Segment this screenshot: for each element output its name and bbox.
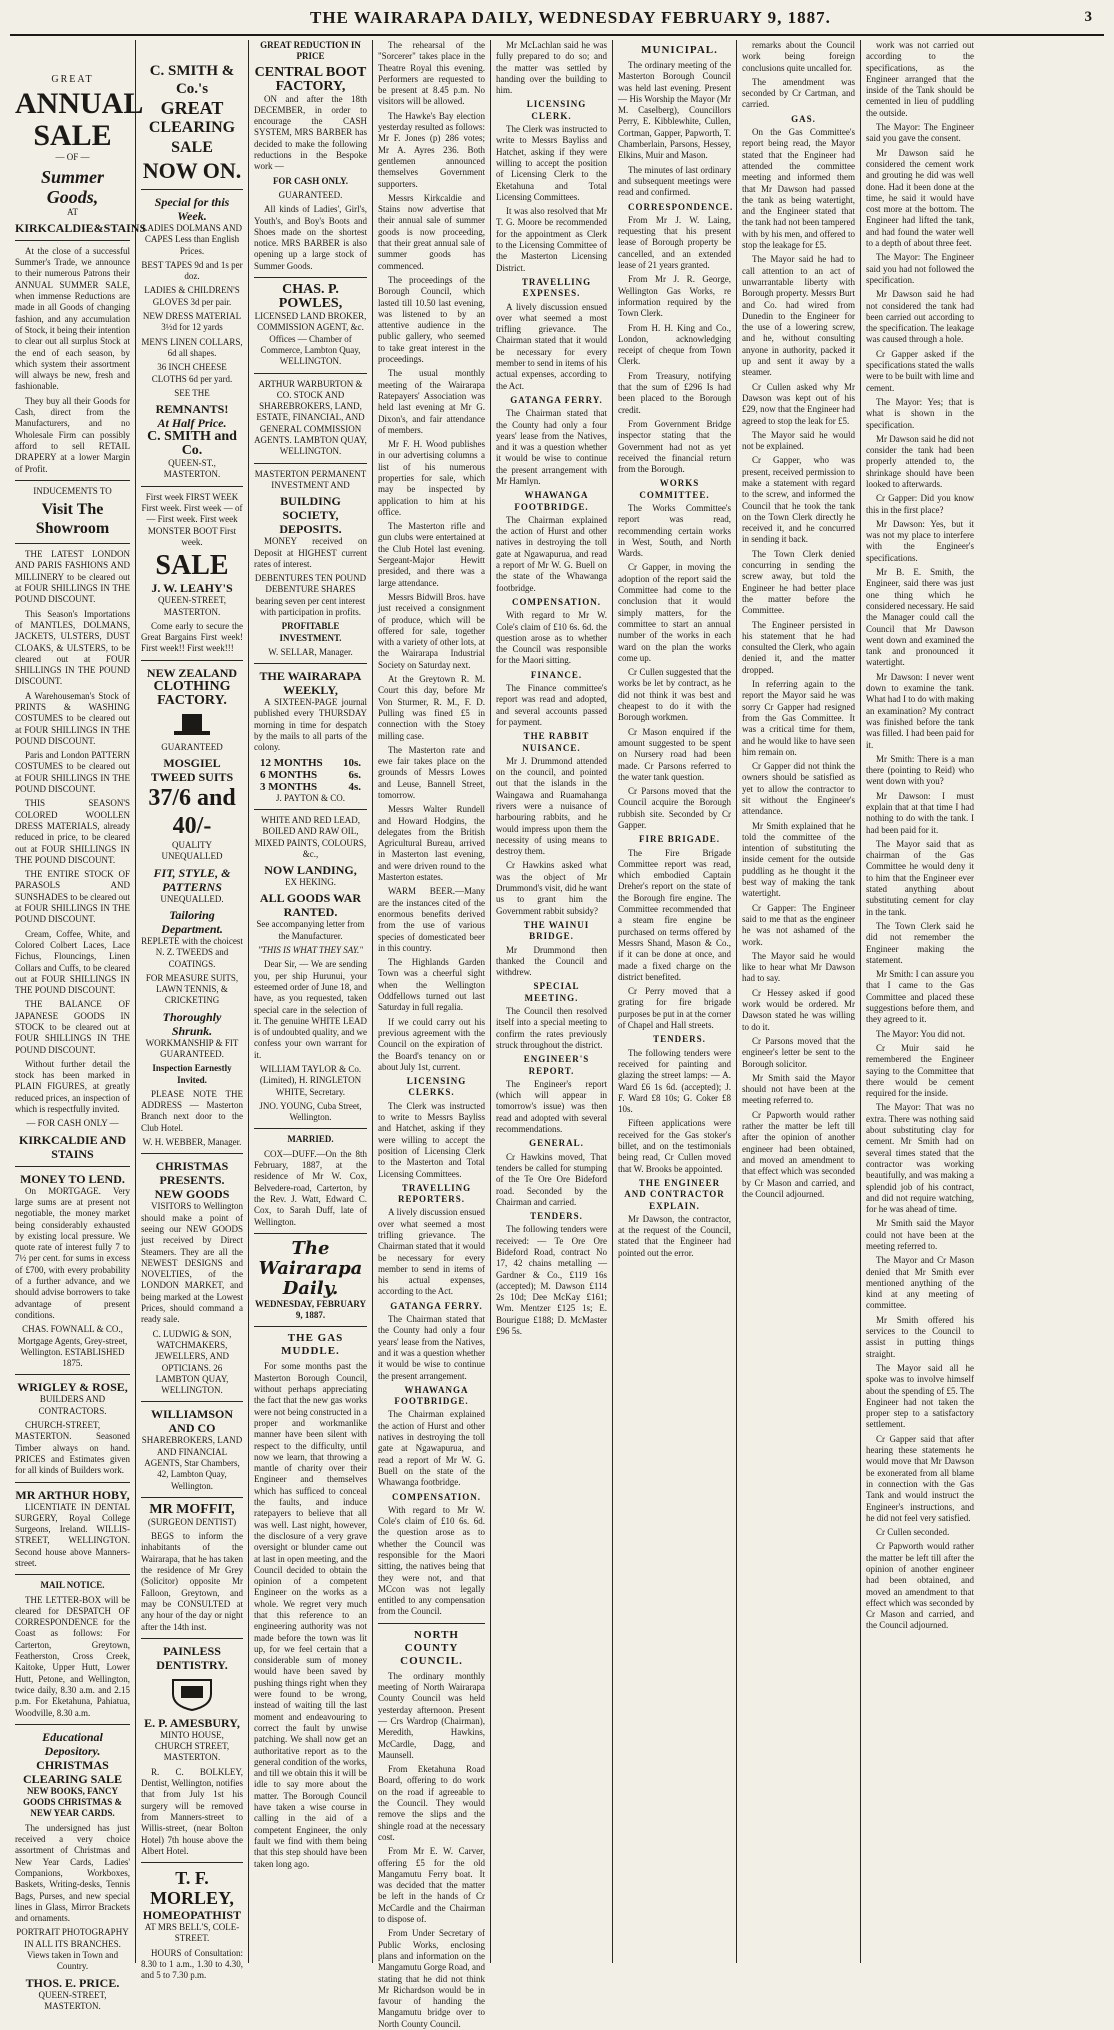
weekly-body: A SIXTEEN-PAGE journal published every THURSDAY morning in time for despatch by the mails to all parts of the colony. [254, 697, 367, 753]
section-heading: ENGINEER'S REPORT. [523, 1054, 590, 1076]
guaranteed-label: GUARANTEED. [278, 189, 343, 200]
section-heading: TRAVELLING REPORTERS. [398, 1182, 472, 1205]
news-item: The Works Committee's report was read, recommending certain works in West, South, and North Wards. [618, 502, 731, 559]
news-item: Mr Dawson: Yes, but it was not my place to interfere with the Engineer's specifications. [866, 518, 974, 563]
unequalled-label: UNEQUALLED. [160, 893, 224, 904]
news-item: The Finance committee's report was read and adopted, and several accounts passed for payment. [496, 683, 607, 727]
news-item: remarks about the Council work being foreign conclusions quite uncalled for. [742, 40, 855, 73]
factory-shield-icon [169, 1676, 215, 1712]
ludwig-sign: C. LUDWIG & SON, WATCHMAKERS, JEWELLERS, AND OPTICIANS. 26 LAMBTON QUAY, WELLINGTON. [152, 1328, 232, 1396]
price-heading: THOS. E. PRICE. [25, 1975, 120, 1990]
ex-ship: EX HEKING. [285, 877, 336, 888]
news-item: The Engineer persisted in his statement that he had consulted the Clerk, who again denied it, and the matter dropped. [742, 619, 855, 675]
subscription-price: 4s. [348, 780, 361, 793]
masthead [10, 4, 1104, 36]
leahy-body: Come early to secure the Great Bargains First week! First week!! First week!!! [141, 620, 243, 654]
news-item: Mr Dawson: I must explain that at that time I had nothing to do with the tank. I had been paid for it. [866, 790, 974, 835]
building-society-sign: W. SELLAR, Manager. [268, 646, 353, 657]
guaranteed-label: GUARANTEED [161, 741, 223, 752]
council-heading: NORTH COUNTY COUNCIL. [400, 1628, 463, 1667]
depot-body: The undersigned has just received a very choice assortment of Christmas and New Year Cards, Ladies' Companions, Workboxes, Baskets, Writing-desks, Tennis Bags, Purses, and new special lines in Glass, Mirror Brackets and ornaments. [15, 1822, 130, 1924]
news-item: The Masterton rate and ewe fair takes place on the grounds of Messrs Lowes and Leuse, Bannell Street, tomorrow. [378, 744, 485, 800]
news-item: Messrs Kirkcaldie and Stains now advertise that their annual sale of summer goods is now proceeding, that their great annual sale of summer goods has commenced. [378, 192, 485, 271]
news-item: WARM BEER.—Many are the instances cited of the enormous benefits derived from the use of various species of domesticated beer in this country. [378, 886, 485, 953]
news-item: Cr Parsons moved that the Council acquire the Borough rubbish site. Seconded by Cr Gapper. [618, 786, 731, 830]
special-item: LADIES DOLMANS AND CAPES Less than English Prices. [141, 223, 242, 256]
news-item: The rehearsal of the "Sorcerer" takes place in the Theatre Royal this evening. Performers are requested to be present at 8.45 p.m. No visitors will be allowed. [378, 40, 485, 107]
annual-sale-heading: ANNUAL SALE [15, 87, 144, 153]
column-6 [613, 40, 736, 1963]
news-item: Mr Dawson said he did not consider the tank had been properly attended to, the shrinkage should have been looked to afterwards. [866, 433, 974, 489]
testimonial-note: See accompanying letter from the Manufacturer. [256, 919, 365, 941]
presents-body: VISITORS to Wellington should make a point of seeing our NEW GOODS just received by Direct Steamers. They are all the NEWEST DESIGNS and NOVELTIES, of the LONDON MARKET, and being marked at the Lowest Prices, should command a ready sale. [141, 1201, 243, 1325]
young-sign: JNO. YOUNG, Cuba Street, Wellington. [259, 1100, 362, 1123]
news-item: The Mayor said he would like to hear what Mr Dawson had to say. [742, 950, 855, 984]
letter-sign: WILLIAM TAYLOR & Co. (Limited), H. RINGLETON WHITE, Secretary. [259, 1064, 362, 1097]
sale-item: THE ENTIRE STOCK OF PARASOLS AND SUNSHADES to be cleared out at FOUR SHILLINGS IN THE POUND DISCOUNT. [15, 869, 130, 925]
news-item: Mr Smith offered his services to the Council to assist in putting things straight. [866, 1314, 974, 1359]
news-item: Cr Perry moved that a grating for fire brigade purposes be put in at the corner of Chapel and Hall streets. [618, 986, 731, 1031]
column-5 [491, 40, 612, 1963]
news-item: It was also resolved that Mr T. G. Moore be recommended for the appointment as Clerk to the Licensing Committee of the Masterton Licensing District. [496, 206, 607, 273]
news-item: From Under Secretary of Public Works, enclosing plans and information on the Mangamutu Gorge Road, and stating that he did not think Mr Richardson would be in favour of handing the Mangamutu bridge over to North County Council. [378, 1928, 485, 2029]
great-label: GREAT [51, 74, 94, 85]
news-item: The Council then resolved itself into a special meeting to confirm the rates previously struck throughout the district. [496, 1006, 607, 1050]
section-heading: COMPENSATION. [391, 1491, 482, 1502]
news-item: From Mr J. W. Laing, requesting that his present lease of Borough property be cancelled, and an extended lease of 21 years granted. [618, 214, 731, 271]
bolkley-body: R. C. BOLKLEY, Dentist, Wellington, notifies that from July 1st his surgery will be removed from Manners-street to Willis-street, (near Bolton Hotel) 7th house above the Albert Hotel. [141, 1766, 243, 1856]
news-item: From Eketahuna Road Board, offering to do work on the road if agreeable to the Council. They would remove the slips and the shingle road at the necessary cost. [378, 1764, 485, 1842]
section-heading: WHAWANGA FOOTBRIDGE. [394, 1384, 469, 1407]
smith-address: QUEEN-ST., MASTERTON. [163, 458, 221, 480]
sale-item: A Warehouseman's Stock of PRINTS & WASHING COSTUMES to be cleared out at FOUR SHILLINGS IN THE POUND DISCOUNT. [15, 690, 130, 746]
building-society-prefix: MASTERTON PERMANENT INVESTMENT AND [254, 468, 367, 490]
news-item: Messrs Bidwill Bros. have just received a consignment of produce, which will be offered for sale, together with a variety of other lots, at the Wairarapa Industrial Society on Saturday next. [378, 591, 485, 670]
news-item: Mr Dawson, the contractor, at the request of the Council, stated that the Engineer had pointed out the error. [618, 1213, 731, 1258]
editorial-body: For some months past the Masterton Borough Council, without perhaps appreciating the fact that the new gas works were not being constructed in a proper and workmanlike manner have been silent with respect to the difficulty, until now we learn, that throwing a mantle of charity over their Engineer and themselves which has sufficed to conceal the faults, and induce ratepayers to believe that all was well. Last night, however, the disclosure of a very grave oversight or blunder came out at last in open meeting, and the Council decided to obtain the opinion of a competent Engineer on the works as a whole. We regret very much that this reference to an engineering authority was not made before the town was lit up, for we feel certain that a considerable sum of money would have been saved by pushing things right when they were found to be wrong, instead of waiting till the last moment and endeavouring to correct the fault by unwise patching. We shall now get an authoritative report as to the general condition of the works, and till we obtain this it will be idle to say more about the matter. The Borough Council have taken a wise course in calling in the aid of a competent Engineer, the only fault we find with them being that this step should have been taken long ago. [254, 1361, 367, 1869]
news-item: The amendment was seconded by Cr Cartman, and carried. [742, 76, 855, 110]
news-item: Cr Gapper said that after hearing these statements he would move that Mr Dawson be exonerated from all blame in connection with the Gas Tank and would instruct the Engineer's instructions, and he did not feel very satisfied. [866, 1433, 974, 1523]
tweeds-label: REPLETE with the choicest N. Z. TWEEDS and COATINGS. [141, 935, 243, 969]
news-item: Cr Gapper: Did you know this in the first place? [866, 493, 974, 515]
leahy-address: QUEEN-STREET, MASTERTON. [157, 595, 227, 617]
section-heading: TENDERS. [653, 1034, 706, 1045]
quality-label: QUALITY UNEQUALLED [161, 840, 223, 862]
news-item: Mr Dawson said he considered the cement work and grouting he did was well done. Had it been done at the time, he said it would have cost more at the bottom. The Engineer had lifted the tank, and had found the water well to a depth of about three feet. [866, 147, 974, 249]
municipal-heading: MUNICIPAL. [641, 44, 718, 56]
news-item: Mr Dawson said he had not considered the tank had been carried out according to the specification. The leakage was caused through a hole. [866, 289, 974, 345]
money-body: On MORTGAGE. Very large sums are at present not negotiable, the money market being considerably exhausted by existing local pressure. We quote rate of interest fully 7 to 7½ per cent. for sums in excess of £700, with every probability of a further advance, and we should advise borrowers to take advantage of present conditions. [15, 1185, 130, 1320]
news-item: The Mayor said he had to call attention to an act of unwarrantable liberty with Borough property. Messrs Burt and Co. had wired from Dunedin to the Engineer for the use of a lowering screw, and he, without consulting anyone in authority, packed it up and sent it away by a steamer. [742, 254, 855, 378]
column-8-text [866, 40, 974, 1632]
section-heading: LICENSING CLERKS. [406, 1076, 467, 1098]
nz-heading: NEW ZEALAND [146, 665, 238, 680]
clearing-sale-heading: CLEARING SALE [148, 119, 236, 156]
news-item: A lively discussion ensued over what seemed a most trifling grievance. The Chairman stated that it would be necessary for every member to send in items of his actual expenses, according to the Act. [496, 301, 607, 391]
news-item: The Mayor: The Engineer said you gave the consent. [866, 122, 974, 144]
boot-sale-heading: SALE [155, 550, 229, 582]
news-item: The proceedings of the Borough Council, which lasted till 10.50 last evening, was listened to by an attentive audience in the public gallery, who seemed to take great interest in the proceedings. [378, 274, 485, 365]
fit-heading: FIT, STYLE, & PATTERNS [153, 865, 231, 894]
weekly-heading: THE WAIRARAPA WEEKLY, [259, 669, 362, 698]
showroom-heading: Visit The Showroom [35, 501, 110, 538]
suiting-label: FOR MEASURE SUITS, LAWN TENNIS, & CRICKETING [145, 972, 239, 1006]
news-item: Mr F. H. Wood publishes in our advertising columns a list of his numerous properties for sale, which may be inspected by application to him at his office. [378, 439, 485, 517]
wrigley-sub: BUILDERS AND CONTRACTORS. [38, 1394, 107, 1416]
news-item: With regard to Mr W. Cole's claim of £10 6s. 6d. the question arose as to whether the Council was responsible for the Maori sitting, the natives being that they were not, and that MCcon was not legally entitled to any compensation from the Council. [378, 1504, 485, 1617]
news-item: The following tenders were received for painting and glazing the street lamps: — A. Ward £6 1s 6d. (accepted); J. F. Ward £8 10s; G. Coker £8 10s. [618, 1047, 731, 1115]
section-heading: GATANGA FERRY. [390, 1300, 483, 1311]
column-2 [136, 40, 248, 1981]
section-heading: SPECIAL MEETING. [524, 981, 580, 1003]
page-number: 3 [1084, 9, 1092, 25]
sale-item: THIS SEASON'S COLORED WOOLLEN DRESS MATERIALS, already reduced in price, to be cleared out at FOUR SHILLINGS IN THE POUND DISCOUNT. [15, 798, 130, 865]
mail-body: THE LETTER-BOX will be cleared for DESPATCH OF CORRESPONDENCE for the Coast as follows: For Carterton, Greytown, Featherston, Cross Creek, Kaitoke, Upper Hutt, Lower Hutt, Petone, and Wellington, twice daily, 8.30 a.m. and 2.15 p.m. For Eketahuna, Pahiatua, Woodville, 8.30 a.m. [15, 1594, 130, 1718]
news-item: The usual monthly meeting of the Wairarapa Ratepayers' Association was held last evening at Mr G. Dixon's, and fair attendance of members. [378, 368, 485, 435]
news-item: Mr Smith explained that he told the committee of the intention of substituting the inside cement for the outside puddling as he thought it the best way of making the tank watertight. [742, 820, 855, 899]
news-item: Cr Hessey asked if good work would be ordered. Mr Dawson stated he was willing to do it. [742, 987, 855, 1032]
news-item: The Fire Brigade Committee report was read, which embodied Captain Dreher's report on the state of the Borough fire engine. The Committee recommended that a steam fire engine be purchased on terms offered by Messrs Shand, Mason & Co., if it can be done at once, and made a fixed charge on the district benefited. [618, 847, 731, 982]
christmas-sale: CHRISTMAS CLEARING SALE [22, 1757, 123, 1786]
letter-body: Dear Sir, — We are sending you, per ship Hurunui, your esteemed order of June 18, and have, as you requested, taken special care in the selection of it. The genuine WHITE LEAD is of undoubted quality, and we confess your own warrant for it. [254, 959, 367, 1060]
news-item: From Mr E. W. Carver, offering £5 for the old Mangamutu Ferry boat. It was decided that the matter be left in the hands of Cr McCardle and the Chairman to dispose of. [378, 1846, 485, 1925]
section-heading: THE RABBIT NUISANCE. [522, 731, 590, 753]
news-item: With regard to Mr W. Cole's claim of £10 6s. 6d. the question arose as to whether the Council was responsible for the Maori sitting. [496, 610, 607, 666]
investment-label: PROFITABLE INVESTMENT. [279, 621, 342, 643]
williamson-heading: WILLIAMSON AND CO [150, 1407, 233, 1436]
column-7 [737, 40, 860, 1963]
news-item: The Chairman explained the action of Hurst and other natives in destroying the toll gate at Ngawapurua, and read a report of Mr W. G. Buell on the state of the Whawanga footbridge. [378, 1409, 485, 1488]
news-item: The ordinary monthly meeting of North Wairarapa County Council was held yesterday afternoon. Present — Crs Wardrop (Chairman), Meredith, Hawkins, McCardle, Dagg, and Maunsell. [378, 1670, 485, 1760]
section-heading: LICENSING CLERK. [526, 99, 587, 121]
section-heading: THE ENGINEER AND CONTRACTOR EXPLAIN. [624, 1177, 725, 1211]
news-item: The minutes of last ordinary and subsequent meetings were read and confirmed. [618, 164, 731, 198]
news-item: The Clerk was instructed to write to Messrs Bayliss and Hatchet, asking if they were willing to accept the position of Licensing Clerk to the Eketahuna and Total Licensing Committees. [496, 124, 607, 202]
married-heading: MARRIED. [287, 1134, 334, 1145]
sale-item: This Season's Importations of MANTLES, DOLMANS, JACKETS, ULSTERS, DUST CLOAKS, & ULSTERS, to be cleared out at FOUR SHILLINGS IN THE POUND DISCOUNT. [15, 608, 130, 687]
painless-heading: PAINLESS DENTISTRY. [156, 1643, 228, 1672]
news-item: The Highlands Garden Town was a cheerful sight when the Wellington Oddfellows turned out last Saturday in full regalia. [378, 957, 485, 1013]
tailoring-heading: Tailoring Department. [161, 907, 223, 936]
masthead-title: THE WAIRARAPA DAILY, WEDNESDAY FEBRUARY 9, 1887. [310, 8, 831, 27]
mail-heading: MAIL NOTICE. [40, 1580, 105, 1591]
section-heading: CORRESPONDENCE. [628, 201, 734, 212]
moffit-sub: (SURGEON DENTIST) [147, 1516, 237, 1527]
powles-body: LICENSED LAND BROKER, COMMISSION AGENT, &c. Offices — Chamber of Commerce, Lambton Quay, WELLINGTON. [254, 311, 367, 367]
sale-item: Cream, Coffee, White, and Colored Colbert Laces, Lace Fichus, Flouncings, Linen Collars and Cuffs, to be cleared out at FOUR SHILLINGS IN THE POUND DISCOUNT. [15, 928, 130, 996]
section-heading: THE WAINUI BRIDGE. [523, 919, 590, 942]
section-heading: GENERAL. [529, 1138, 584, 1149]
morley-sub: HOMEOPATHIST [142, 1908, 242, 1923]
news-item: The Mayor and Cr Mason denied that Mr Smith ever mentioned anything of the kind at any meeting of committee. [866, 1255, 974, 1311]
special-item: BEST TAPES 9d and 1s per doz. [141, 259, 243, 282]
section-heading: GAS. [791, 113, 816, 124]
editorial-heading: THE GAS MUDDLE. [281, 1332, 344, 1358]
news-item: Mr Smith: There is a man there (pointing to Reid) who went down with you? [866, 753, 974, 787]
now-on-heading: NOW ON. [142, 158, 242, 183]
building-society-body: MONEY received on Deposit at HIGHEST current rates of interest. [254, 536, 367, 569]
news-item: The Mayor: The Engineer said you had not followed the specification. [866, 252, 974, 285]
morley-heading: T. F. MORLEY, [150, 1868, 234, 1909]
workmanship-label: WORKMANSHIP & FIT GUARANTEED. [145, 1037, 239, 1059]
news-item: From Treasury, notifying that the sum of £296 Is had been placed to the Borough credit. [618, 370, 731, 415]
new-goods-heading: NEW GOODS [154, 1187, 230, 1202]
news-item: Cr Cullen asked why Mr Dawson was kept out of his £29, now that the Engineer had agreed to stop the leak for £5. [742, 381, 855, 426]
cash-only: — FOR CASH ONLY — [26, 1118, 119, 1129]
news-item: The Mayor: You did not. [876, 1028, 966, 1039]
subscription-price: 6s. [348, 768, 361, 781]
sale-intro: At the close of a successful Summer's Trade, we announce to their numerous Patrons their ANNUAL SUMMER SALE, when immense Reductions are made in all Goods of changing fashion, and any accumulation of Stock, it being their intention to clear out all surplus Stock at the end of each season, by which system their assortment will always be new, fresh and fashionable. [15, 245, 130, 392]
subscription-row [254, 781, 367, 793]
inducements-label: INDUCEMENTS TO [33, 485, 112, 496]
of-label: — OF — [55, 152, 90, 163]
issue-date: WEDNESDAY, FEBRUARY 9, 1887. [254, 1298, 367, 1321]
all-goods-heading: ALL GOODS WAR RANTED. [259, 891, 362, 920]
news-item: The Mayor said all he spoke was to involve himself about the spending of £5. The Engineer had not taken the proper step to a satisfactory settlement. [866, 1362, 974, 1430]
cash-only: FOR CASH ONLY. [272, 175, 349, 186]
news-item: Fifteen applications were received for the Gas stoker's billet, and on the testimonials being read, Cr Cullen moved that W. Brooks be appointed. [618, 1118, 731, 1174]
news-item: Cr Gapper asked if the specifications stated the walls were to be built with lime and cement. [866, 348, 974, 393]
wrigley-heading: WRIGLEY & ROSE, [17, 1380, 128, 1395]
suit-price: 37/6 and 40/- [148, 785, 236, 840]
wrigley-body: CHURCH-STREET, MASTERTON. Seasoned Timber always on hand. PRICES and Estimates given for all kinds of Builders work. [15, 1420, 130, 1476]
manager-sign: W. H. WEBBER, Manager. [142, 1137, 242, 1148]
news-item: Mr McLachlan said he was fully prepared to do so; and the matter was settled by handing over the building to him. [496, 40, 607, 96]
boot-body: ON and after the 18th DECEMBER, in order to encourage the CASH SYSTEM, MRS BARBER has decided to make the following reductions in the Bespoke work — [254, 93, 367, 172]
moffit-body: BEGS to inform the inhabitants of the Wairarapa, that he has taken the residence of Mr Grey (Solicitor) opposite Mr Falloon, Greytown, and may be CONSULTED at any hour of the day or night after the 14th inst. [141, 1531, 243, 1632]
news-item: Mr Dawson: I never went down to examine the tank. What had I to do with making an examination? My contract was finished before the tank was filled. I had been paid for it. [866, 671, 974, 750]
news-item: Mr Drummond then thanked the Council and withdrew. [496, 944, 607, 978]
news-item: Cr Hawkins moved, That tenders be called for stumping of the Te Ore Ore Bideford road. Seconded by the Chairman and carried. [496, 1151, 607, 1207]
hoby-heading: MR ARTHUR HOBY, [15, 1487, 130, 1502]
remnants-heading: REMNANTS! [155, 402, 229, 417]
news-item: Mr J. Drummond attended on the council, and pointed out that the islands in the Waingawa and Ruamahanga rivers were a nuisance of harbouring rabbits, and he would impress upon them the necessity of using means to destroy them. [496, 755, 607, 857]
week-lines: First week FIRST WEEK First week. First week — of — First week. First week MONSTER BOOT First week. [141, 491, 243, 547]
news-item: From H. H. King and Co., London, acknowledging receipt of cheque from Town Clerk. [618, 322, 731, 367]
news-item: In referring again to the report the Mayor said he was sorry Cr Gapper had resigned from the Gas Committee. It was a critical time for them, and he would like to have seen him remain on. [742, 679, 855, 757]
debentures-body: DEBENTURES TEN POUND DEBENTURE SHARES bearing seven per cent interest with participation in profits. [254, 573, 367, 617]
news-item: Cr Cullen suggested that the works be let by contract, as he did not think it was best and cheapest to do it with the Borough workmen. [618, 667, 731, 723]
firm-name: KIRKCALDIE&STAINS [15, 220, 147, 235]
news-item: Messrs Walter Rundell and Howard Hodgins, the delegates from the British Agricultural Bureau, arrived in Masterton last evening, and were driven round to the Masterton estates. [378, 804, 485, 883]
special-heading: Special for this Week. [154, 195, 230, 223]
hoby-body: LICENTIATE IN DENTAL SURGERY, Royal College Surgeons, Ireland. WILLIS-STREET, WELLINGTON. Second house above Manners-street. [15, 1501, 130, 1568]
married-body: COX—DUFF.—On the 8th February, 1887, at the residence of Mr W. Cox, Belvedere-road, Carterton, by the Rev. J. Watt, Edward C. Cox, to Sarah Duff, late of Wellington. [254, 1148, 367, 1227]
depot-sub: NEW BOOKS, FANCY GOODS CHRISTMAS & NEW YEAR CARDS. [22, 1785, 122, 1819]
news-item: Cr Papworth would rather the matter be left till after the opinion of another engineer had been obtained, and moved an amendment to that effect which was seconded by Cr Mason and carried, and the Council adjourned. [866, 1541, 974, 1631]
special-item: MEN'S LINEN COLLARS, 6d all shapes. [141, 336, 243, 358]
special-item: LADIES & CHILDREN'S GLOVES 3d per pair. [144, 285, 240, 307]
address-note: PLEASE NOTE THE ADDRESS — Masterton Branch next door to the Club Hotel. [141, 1088, 243, 1133]
leahy-heading: J. W. LEAHY'S [151, 581, 233, 596]
weekly-sign: J. PAYTON & CO. [276, 792, 345, 803]
see-label: SEE THE [174, 387, 210, 398]
news-item: The Masterton rifle and gun clubs were entertained at the Club Hotel last evening. Sergeant-Major Hewitt presided, and there was a large attendance. [378, 521, 485, 588]
column-3 [249, 40, 372, 1963]
news-item: The Engineer's report (which will appear in tomorrow's issue) was then read and adopted with several recommendations. [496, 1078, 607, 1135]
smith-firm: C. SMITH & Co.'s [149, 63, 235, 97]
sale-item: Paris and London PATTERN COSTUMES to be cleared out at FOUR SHILLINGS IN THE POUND DISCOUNT. [15, 750, 130, 795]
great-label: GREAT [160, 98, 224, 118]
news-item: If we could carry out his previous agreement with the Council on the expiration of the Board's tenancy on or about July 1st, current. [378, 1016, 485, 1072]
news-item: work was not carried out according to the specifications, as the Engineer arranged that the inside of the Tank should be cemented in lieu of puddling the outside. [866, 40, 974, 118]
top-hat-icon [172, 712, 212, 738]
boot-factory-heading: CENTRAL BOOT FACTORY, [254, 64, 367, 94]
news-item: Mr B. E. Smith, the Engineer, said there was just one thing which he considered necessary. He said the Manager could call the Council that Mr Dawson went down and examined the tank and pronounced it watertight. [866, 567, 974, 668]
moffit-heading: MR MOFFIT, [149, 1501, 235, 1517]
column-1 [10, 40, 147, 2011]
section-heading: GATANGA FERRY. [510, 394, 603, 405]
news-item: The Chairman stated that the County had only a four years' lease from the Natives, and it was a question whether it would be wise to continue the present arrangement with Mr Hamlyn. [496, 408, 607, 486]
reduction-heading: GREAT REDUCTION IN PRICE [260, 40, 361, 62]
money-heading: MONEY TO LEND. [20, 1171, 125, 1186]
building-society-heading: BUILDING SOCIETY, [280, 494, 341, 523]
news-item: From Government Bridge inspector stating that the Government had not as yet received the financial return from the Borough. [618, 418, 731, 475]
subscription-period: 6 MONTHS [260, 768, 318, 781]
news-item: Cr Hawkins asked what was the object of Mr Drummond's visit, did he want us to grant him the Government rabbit subsidy? [496, 860, 607, 916]
news-item: Cr Gapper: The Engineer said to me that as the engineer he was not ashamed of the work. [742, 902, 855, 947]
section-heading: WORKS COMMITTEE. [639, 478, 710, 500]
news-item: Cr Gapper did not think the owners should be satisfied as yet to allow the contractor to sit without the Engineer's attendance. [742, 761, 855, 817]
news-item: The Chairman stated that the County had only a four years' lease from the Natives, and it was a question whether it would be wise to continue the present arrangement. [378, 1314, 485, 1381]
special-item: NEW DRESS MATERIAL 3½d for 12 yards [142, 311, 242, 333]
inspection-label: Inspection Earnestly Invited. [152, 1063, 232, 1085]
news-item: The Chairman explained the action of Hurst and other natives in destroying the toll gate at Ngawapurua, and read a report of Mr W. G. Buell on the state of the Whawanga footbridge. [496, 514, 607, 593]
news-item: Cr Cullen seconded. [876, 1527, 950, 1538]
news-item: Cr Parsons moved that the engineer's letter be sent to the Borough solicitor. [742, 1035, 855, 1069]
column-8 [861, 40, 1104, 1963]
section-heading: FIRE BRIGADE. [638, 834, 720, 845]
sale-item: THE BALANCE OF JAPANESE GOODS IN STOCK to be cleared out at FOUR SHILLINGS IN THE POUND DISCOUNT. [15, 999, 130, 1055]
news-item: Mr Smith said the Mayor could not have been at the meeting referred to. [866, 1218, 974, 1251]
subscription-period: 12 MONTHS [260, 756, 323, 769]
photo-note: PORTRAIT PHOTOGRAPHY IN ALL ITS BRANCHES. Views taken in Town and Country. [16, 1927, 129, 1972]
news-item: From Mr J. R. George, Wellington Gas Works, re information required by the Town Clerk. [618, 274, 731, 319]
deposits-heading: DEPOSITS. [279, 522, 342, 537]
news-item: The Town Clerk said he did not remember the Engineer making the statement. [866, 920, 974, 965]
subscription-price: 10s. [342, 756, 361, 769]
news-item: The Mayor said he would not be explained. [742, 429, 855, 452]
subscription-row [254, 769, 367, 781]
money-sign: CHAS. FOWNALL & CO., Mortgage Agents, Grey-street, Wellington. ESTABLISHED 1875. [17, 1324, 128, 1369]
morley-hours: HOURS of Consultation: 8.30 to 1 a.m., 1.30 to 4.30, and 5 to 7.30 p.m. [141, 1947, 243, 1981]
section-heading: COMPENSATION. [511, 596, 602, 607]
subscription-row [254, 757, 367, 769]
sale-item: THE LATEST LONDON AND PARIS FASHIONS AND MILLINERY to be cleared out at FOUR SHILLINGS IN THE POUND DISCOUNT. [15, 549, 130, 605]
powles-heading: CHAS. P. POWLES, [278, 282, 343, 312]
sale-intro-2: They buy all their Goods for Cash, direct from the Manufacturers, and no Wholesale Firm can possibly afford to sell RETAIL DRAPERY at a lower Margin of Profit. [15, 395, 130, 474]
sale-closing: Without further detail the stock has been marked in PLAIN FIGURES, at greatly reduced prices, an inspection of which is respectfully invited. [15, 1058, 130, 1115]
section-heading: WHAWANGA FOOTBRIDGE. [514, 490, 589, 512]
news-item: Cr Muir said he remembered the Engineer saying to the Committee that there would be cement required for the inside. [866, 1042, 974, 1099]
warburton-body: ARTHUR WARBURTON & CO. STOCK AND SHAREBROKERS, LAND, ESTATE, FINANCIAL, AND GENERAL COMMISSION AGENTS. LAMBTON QUAY, WELLINGTON. [254, 378, 367, 457]
subscription-period: 3 MONTHS [260, 780, 318, 793]
news-item: Mr Smith said the Mayor should not have been at the meeting referred to. [742, 1072, 855, 1106]
news-item: Cr Papworth would rather rather the matter be left till after the opinion of another engineer had been obtained, and moved an amendment to that effect which was seconded by Cr Mason and carried, and the Council adjourned. [742, 1109, 855, 1199]
news-item: The Mayor said that as chairman of the Gas Committee he would deny it to him that the Engineer ever stated anything about substituting cement for clay in the tank. [866, 838, 974, 917]
column-4 [373, 40, 490, 2029]
news-item: The Clerk was instructed to write to Messrs Bayliss and Hatchet, asking if they were willing to accept the position of Licensing Clerk to the Masterton and Total Licensing Committees. [378, 1100, 485, 1179]
mosgiel-heading: MOSGIEL TWEED SUITS [150, 756, 234, 785]
section-heading: TENDERS. [530, 1211, 583, 1222]
news-item: The ordinary meeting of the Masterton Borough Council was held last evening. Present — His Worship the Mayor (Mr M. Caselberg), Councillors Perry, E. Kibblewhite, Cullen, Cortman, Gapper, Papworth, T. Chamberlain, Parsons, Hessey, Elkins, Muir and Mason. [618, 60, 731, 161]
price-address: QUEEN-STREET, MASTERTON. [38, 1989, 107, 2011]
clothing-factory: CLOTHING FACTORY. [153, 678, 231, 708]
news-item: Cr Mason enquired if the amount suggested to be spent on Nursery road had been made. Cr Parsons referred to the water tank question. [618, 726, 731, 782]
smith-firm-repeat: C. SMITH and Co. [147, 429, 237, 459]
news-item: At the Greytown R. M. Court this day, before Mr Von Sturmer, R. M., F. D. Pulling was fined £5 in connection with the Stoey milling case. [378, 674, 485, 741]
special-item: 36 INCH CHEESE CLOTHS 6d per yard. [151, 362, 233, 384]
paper-title: The Wairarapa Daily. [258, 1237, 363, 1299]
morley-address: AT MRS BELL'S, COLE-STREET. [144, 1922, 240, 1944]
amesbury-heading: E. P. AMESBURY, [144, 1715, 240, 1730]
news-item: A lively discussion ensued over what seemed a most trifling grievance. The Chairman stated that it would be necessary for every member to send in items of his actual expenses, according to the Act. [378, 1207, 485, 1297]
at-label: AT [67, 206, 78, 217]
news-item: Cr Gapper, in moving the adoption of the report said the Committee had come to the conclusion that it would simply matters, for the committee to start an annual number of the works in each ward on the plan the works come up. [618, 562, 731, 663]
williamson-sub: SHAREBROKERS, LAND AND FINANCIAL AGENTS, Star Chambers, 42, Lambton Quay, Wellington. [141, 1435, 243, 1491]
truth-heading: "THIS IS WHAT THEY SAY." [258, 945, 363, 956]
section-heading: FINANCE. [530, 669, 583, 680]
section-heading: TRAVELLING EXPENSES. [521, 276, 592, 299]
boot-foot: All kinds of Ladies', Girl's, Youth's, and Boy's Boots and Shoes made on the shortest notice. MRS BARBER is also opening up a large stock of Summer Goods. [254, 204, 367, 271]
news-item: The Town Clerk denied concurring in sending the screw away, but told the Engineer he had better place the matter before the Committee. [742, 548, 855, 616]
depot-heading: Educational Depository. [42, 1729, 103, 1758]
firm-name-repeat: KIRKCALDIE AND STAINS [18, 1132, 126, 1161]
news-item: The Hawke's Bay election yesterday resulted as follows: Mr F. Jones (p) 286 votes; Mr A. Ayres 236. Both gentlemen announced themselves Government supporters. [378, 110, 485, 189]
half-price: At Half Price. [157, 416, 227, 431]
shrunk-label: Thoroughly Shrunk. [162, 1009, 222, 1038]
news-item: On the Gas Committee's report being read, the Mayor stated that the Engineer had attended the committee meeting and informed them that Mr Dawson had passed the tank as being watertight, and the Engineer stated that the tank had not been tampered with by his men, and offered to stop the leakage for £5. [742, 127, 855, 251]
news-item: The Mayor: Yes; that is what is shown in the specification. [866, 396, 974, 430]
news-item: Cr Gapper, who was present, received permission to make a statement with regard to the screw, and informed the Council that he took the tank on the Town Clerk directly he received it, and he concurred in sending it back. [742, 455, 855, 545]
presents-heading: CHRISTMAS PRESENTS. [155, 1159, 229, 1188]
news-item: Mr Smith: I can assure you that I came to the Gas Committee and placed these suggestions before them, and they agreed to it. [866, 969, 974, 1025]
paints-list: WHITE AND RED LEAD, BOILED AND RAW OIL, MIXED PAINTS, COLOURS, &c., [254, 814, 367, 859]
summer-goods-heading: Summer Goods, [40, 166, 105, 207]
amesbury-address: MINTO HOUSE, CHURCH STREET, MASTERTON. [154, 1729, 230, 1763]
now-landing-heading: NOW LANDING, [264, 863, 357, 878]
news-item: The Mayor: That was no extra. There was nothing said about substituting clay for cement. Mr Smith had on several times stated that the contractor was working beautifully, and was making a splendid job of his contract, and did not require watching, for he was ahead of time. [866, 1102, 974, 1215]
news-item: The following tenders were received: — Te Ore Ore Bideford Road, contract No 17, 42 chains metalling — Gardner & Co., £119 16s (accepted); M. Dawson £114 2s 10d; Dee McKay £161; Wm. Mentzer £125 1s; E. Bourigue £188; D. McMaster £96 5s. [496, 1224, 607, 1337]
